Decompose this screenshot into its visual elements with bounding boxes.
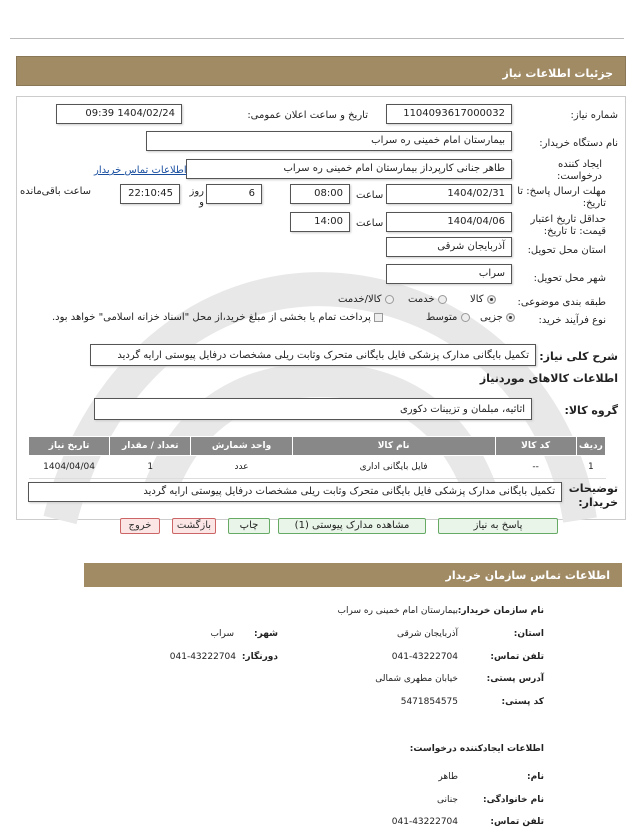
creator-field: طاهر جنانی کارپرداز بیمارستان امام خمینی ره سراب <box>186 159 512 179</box>
service-radio-icon <box>438 295 447 304</box>
send-time-label: ساعت <box>356 190 384 201</box>
validity-time-field: 14:00 <box>290 212 350 232</box>
category-option-goods[interactable] <box>470 294 496 305</box>
process-option-minor[interactable] <box>480 312 515 323</box>
category-label: طبقه بندی موضوعی: <box>517 297 606 308</box>
contact-postal-value: 5471854575 <box>400 697 458 707</box>
contact-phone-label: تلفن تماس: <box>490 652 544 662</box>
category-option-both[interactable] <box>338 294 394 305</box>
need-number-field: 1104093617000032 <box>386 104 512 124</box>
buyer-field: بیمارستان امام خمینی ره سراب <box>146 131 512 151</box>
contact-section-title: اطلاعات تماس سازمان خریدار <box>84 563 622 587</box>
category-option-service[interactable] <box>408 294 447 305</box>
creator-name-value: طاهر <box>438 772 458 782</box>
days-label: روز و <box>189 186 204 208</box>
cell-name: فایل بایگانی اداری <box>292 456 495 479</box>
contact-city-label: شهر: <box>254 629 278 639</box>
buyer-notes-field: تکمیل بایگانی مدارک پزشکی فایل بایگانی متحرک وثابت ریلی مشخصات درفایل پیوستی ارایه گردید <box>28 482 562 502</box>
city-label: شهر محل تحویل: <box>533 273 606 284</box>
cell-unit: عدد <box>191 456 292 479</box>
buyer-notes-label-1: توضیحات <box>568 482 618 495</box>
cell-date: 1404/04/04 <box>29 456 110 479</box>
province-field: آذربایجان شرقی <box>386 237 512 257</box>
creator-name-label: نام: <box>527 772 544 782</box>
col-unit: واحد شمارش <box>191 437 292 456</box>
announce-field: 1404/02/24 09:39 <box>56 104 182 124</box>
send-time-field: 08:00 <box>290 184 350 204</box>
creator-label-2: درخواست: <box>557 171 602 182</box>
creator-family-value: جنانی <box>436 795 458 805</box>
contact-city-value: سراب <box>210 629 234 639</box>
contact-org-value: بیمارستان امام خمینی ره سراب <box>337 606 458 616</box>
payment-note-text: پرداخت تمام یا بخشی از مبلغ خرید،از محل "اسناد خزانه اسلامی" خواهد بود. <box>52 312 371 323</box>
contact-org-label: نام سازمان خریدار: <box>457 606 544 616</box>
buyer-label: نام دستگاه خریدار: <box>539 138 618 149</box>
process-option-minor-label: جزیی <box>480 312 503 323</box>
creator-info-title: اطلاعات ایجادکننده درخواست: <box>409 744 544 754</box>
col-date: تاریخ نیاز <box>29 437 110 456</box>
creator-phone-label: تلفن تماس: <box>490 817 544 827</box>
col-row: ردیف <box>576 437 605 456</box>
buyer-contact-link[interactable]: اطلاعات تماس خریدار <box>94 165 187 176</box>
send-date-field: 1404/02/31 <box>386 184 512 204</box>
goods-info-title: اطلاعات کالاهای موردنیاز <box>479 372 618 385</box>
validity-date-field: 1404/04/06 <box>386 212 512 232</box>
process-option-medium[interactable] <box>426 312 470 323</box>
send-deadline-label-2: تاریخ: <box>582 198 606 209</box>
days-field: 6 <box>206 184 262 204</box>
process-option-medium-label: متوسط <box>426 312 458 323</box>
remaining-label: ساعت باقی‌مانده <box>20 186 92 197</box>
category-option-service-label: خدمت <box>408 294 435 305</box>
col-code: کد کالا <box>495 437 576 456</box>
contact-fax-value: 041-43222704 <box>169 652 236 662</box>
creator-family-label: نام خانوادگی: <box>482 795 544 805</box>
items-table-header <box>29 437 606 456</box>
items-table <box>28 436 606 479</box>
col-name: نام کالا <box>292 437 495 456</box>
category-option-both-label: کالا/خدمت <box>338 294 382 305</box>
process-label: نوع فرآیند خرید: <box>538 315 606 326</box>
contact-postal-label: کد پستی: <box>501 697 544 707</box>
col-qty: تعداد / مقدار <box>110 437 191 456</box>
payment-checkbox-icon <box>374 313 383 322</box>
medium-radio-icon <box>461 313 470 322</box>
back-button[interactable]: بازگشت <box>172 518 216 534</box>
city-field: سراب <box>386 264 512 284</box>
summary-label: شرح کلی نیاز: <box>539 350 618 363</box>
validity-label-2: قیمت: تا تاریخ: <box>543 226 606 237</box>
contact-fax-label: دورنگار: <box>241 652 278 662</box>
buyer-notes-label-2: خریدار: <box>578 496 618 509</box>
contact-address-value: خیابان مطهری شمالی <box>375 674 458 684</box>
both-radio-icon <box>385 295 394 304</box>
group-label: گروه کالا: <box>564 404 618 417</box>
send-deadline-label-1: مهلت ارسال پاسخ: تا <box>517 186 606 197</box>
summary-field: تکمیل بایگانی مدارک پزشکی فایل بایگانی متحرک وثابت ریلی مشخصات درفایل پیوستی ارایه گردید <box>90 344 536 366</box>
category-option-goods-label: کالا <box>470 294 484 305</box>
group-field: اثاثیه، مبلمان و تزیینات دکوری <box>94 398 532 420</box>
exit-button[interactable]: خروج <box>120 518 160 534</box>
need-number-label: شماره نیاز: <box>570 110 618 121</box>
top-divider <box>10 38 624 39</box>
announce-label: تاریخ و ساعت اعلان عمومی: <box>247 110 368 121</box>
cell-qty: 1 <box>110 456 191 479</box>
cell-code: -- <box>495 456 576 479</box>
payment-note[interactable] <box>52 312 383 323</box>
cell-row: 1 <box>576 456 605 479</box>
contact-address-label: آدرس پستی: <box>486 674 544 684</box>
print-button[interactable]: چاپ <box>228 518 270 534</box>
contact-phone-value: 041-43222704 <box>391 652 458 662</box>
page-header: جزئیات اطلاعات نیاز <box>16 56 626 86</box>
province-label: استان محل تحویل: <box>527 245 606 256</box>
attachments-button[interactable]: مشاهده مدارک پیوستی (1) <box>278 518 426 534</box>
reply-button[interactable]: پاسخ به نیاز <box>438 518 558 534</box>
contact-province-label: استان: <box>513 629 544 639</box>
table-row <box>29 456 606 479</box>
creator-label-1: ایجاد کننده <box>558 159 602 170</box>
validity-time-label: ساعت <box>356 218 384 229</box>
creator-phone-value: 041-43222704 <box>391 817 458 827</box>
minor-radio-icon <box>506 313 515 322</box>
contact-province-value: آذربایجان شرقی <box>397 629 458 639</box>
validity-label-1: حداقل تاریخ اعتبار <box>530 214 606 225</box>
goods-radio-icon <box>487 295 496 304</box>
remaining-time-field: 22:10:45 <box>120 184 180 204</box>
